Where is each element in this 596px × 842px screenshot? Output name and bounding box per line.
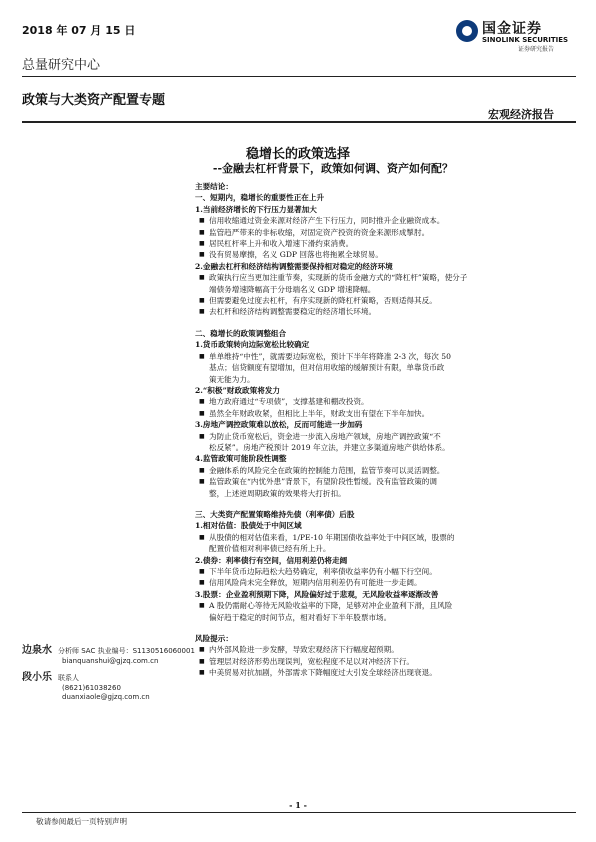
page-title: 稳增长的政策选择	[245, 147, 350, 162]
spacer	[195, 499, 573, 509]
bullet-continuation: 整，上述逆周期政策的效果将大打折扣。	[209, 488, 346, 498]
bullet-item: ■ 金融体系的风险完全在政策的控制能力范围，监管节奏可以灵活调整。	[195, 465, 573, 476]
section-heading: 主要结论：	[195, 182, 233, 191]
bullet-item: ■ 管理层对经济形势出现误判，宽松程度不足以对冲经济下行。	[195, 656, 573, 667]
section-heading: 3.股票：企业盈利预期下降，风险偏好过于悲观，无风险收益率逐渐改善	[195, 589, 439, 599]
section-heading: 2.债券：利率债行有空间，信用利差仍将走阔	[195, 555, 348, 565]
divider	[22, 812, 576, 813]
bullet-item: ■ 监管趋严带来的非标收缩，对固定资产投资的资金来源形成掣肘。	[195, 227, 573, 238]
divider	[22, 121, 576, 123]
bullet-continuation: 基点；信贷额度有望增加，但对信用收缩的缓解预计有限，单靠货币政	[209, 363, 445, 373]
page-subtitle: --金融去杠杆背景下，政策如何调、资产如何配？	[212, 162, 454, 175]
bullet-continuation: 配置价值相对利率债已经有所上升。	[209, 544, 331, 554]
bullet-item: ■ 内外部风险进一步发酵，导致宏观经济下行幅度超预期。	[195, 644, 573, 655]
bullet-item: ■ 去杠杆和经济结构调整需要稳定的经济增长环境。	[195, 306, 573, 317]
bullet-item: ■ 信用收缩通过资金来源对经济产生下行压力，同时推升企业融资成本。	[195, 215, 573, 226]
report-label: 证券研究报告	[518, 46, 555, 53]
bullet-item: ■ 没有贸易摩擦，名义 GDP 回落也将拖累全球贸易。	[195, 249, 573, 260]
section-heading: 2.金融去杠杆和经济结构调整需要保持相对稳定的经济环境	[195, 261, 393, 271]
section-heading: 2.“积极”财政政策将发力	[195, 385, 281, 395]
bullet-item: ■ 下半年货币边际趋松大趋势确定，利率债收益率仍有小幅下行空间。	[195, 566, 573, 577]
spacer	[195, 318, 573, 328]
bullet-item: ■ 但需要避免过度去杠杆，有序实现新的降杠杆策略，否则适得其反。	[195, 295, 573, 306]
contact-card	[22, 668, 150, 701]
disclaimer-note: 敬请参阅最后一页特别声明	[36, 817, 128, 826]
bullet-item: ■ 信用风险尚未完全释放，短期内信用利差仍有可能进一步走阔。	[195, 577, 573, 588]
department: 总量研究中心	[22, 58, 101, 73]
series-title: 政策与大类资产配置专题	[22, 93, 166, 108]
bullet-item: ■ 单单维持“中性”，就需要边际宽松，预计下半年将降准 2-3 次，每次 50	[195, 351, 573, 362]
section-heading: 一、短期内，稳增长的重要性正在上升	[195, 193, 325, 203]
report-date: 2018 年 07 月 15 日	[22, 24, 136, 37]
bullet-continuation: 松反紧”。房地产税预计 2019 年立法，并建立多渠道房地产供给体系。	[209, 442, 450, 452]
bullet-item: ■ A 股仍需耐心等待无风险收益率的下降，足够对冲企业盈利下滑，且风险	[195, 600, 573, 611]
section-heading: 1.当前经济增长的下行压力显著加大	[195, 204, 317, 214]
contact-phone: (8621)61038260	[62, 684, 121, 692]
bullet-continuation: 策无能为力。	[209, 374, 255, 384]
bullet-item: ■ 中美贸易对抗加剧，外部需求下降幅度过大引发全球经济出现衰退。	[195, 667, 573, 678]
analyst-card	[22, 641, 195, 665]
analyst-email: bianquanshui@gjzq.com.cn	[62, 657, 159, 665]
bullet-continuation: 偏好趋于稳定的时间节点，相对看好下半年股票市场。	[209, 612, 392, 622]
bullet-item: ■ 从股债的相对估值来看，1/PE-10 年期国债收益率处于中间区域，股票的	[195, 532, 573, 543]
report-type: 宏观经济报告	[488, 108, 554, 121]
bullet-item: ■ 为防止货币宽松后，资金进一步流入房地产领域，房地产调控政策“不	[195, 431, 573, 442]
bullet-item: ■ 监管政策在“内忧外患”背景下，有望阶段性暂缓。没有监管政策的调	[195, 476, 573, 487]
section-heading: 1.相对估值：股债处于中间区域	[195, 521, 302, 531]
report-body	[195, 181, 573, 679]
bullet-item: ■ 政策执行应当更加注重节奏，实现新的货币金融方式的“降杠杆”策略，使分子	[195, 272, 573, 283]
section-heading: 三、大类资产配置策略维持先债（利率债）后股	[195, 509, 355, 519]
contact-email: duanxiaole@gjzq.com.cn	[62, 693, 150, 701]
bullet-item: ■ 居民杠杆率上升和收入增速下滑约束消费。	[195, 238, 573, 249]
contact-name: 段小乐	[22, 672, 52, 683]
brand-logo-icon	[456, 20, 478, 42]
section-heading: 4.监管政策可能阶段性调整	[195, 454, 287, 464]
bullet-item: ■ 地方政府通过“专项债”，支撑基建和棚改投资。	[195, 396, 573, 407]
divider	[22, 76, 576, 77]
analyst-role: 分析师 SAC 执业编号：S1130516060001	[58, 647, 195, 655]
bullet-continuation: 端债务增速降幅高于分母端名义 GDP 增速降幅。	[209, 284, 376, 294]
brand-name-en: SINOLINK SECURITIES	[482, 36, 569, 44]
brand-logo	[456, 18, 576, 52]
analyst-name: 边泉水	[22, 645, 52, 656]
section-heading: 风险提示：	[195, 634, 233, 644]
section-heading: 3.房地产调控政策难以放松，反而可能进一步加码	[195, 420, 363, 430]
brand-name-cn: 国金证券	[482, 21, 542, 37]
contact-role: 联系人	[58, 674, 79, 682]
section-heading: 1.货币政策转向边际宽松比较确定	[195, 340, 310, 350]
section-heading: 二、稳增长的政策调整组合	[195, 328, 287, 338]
spacer	[195, 623, 573, 633]
page-number: - 1 -	[289, 800, 307, 810]
bullet-item: ■ 虽然全年财政收紧，但相比上半年，财政支出有望在下半年加快。	[195, 408, 573, 419]
